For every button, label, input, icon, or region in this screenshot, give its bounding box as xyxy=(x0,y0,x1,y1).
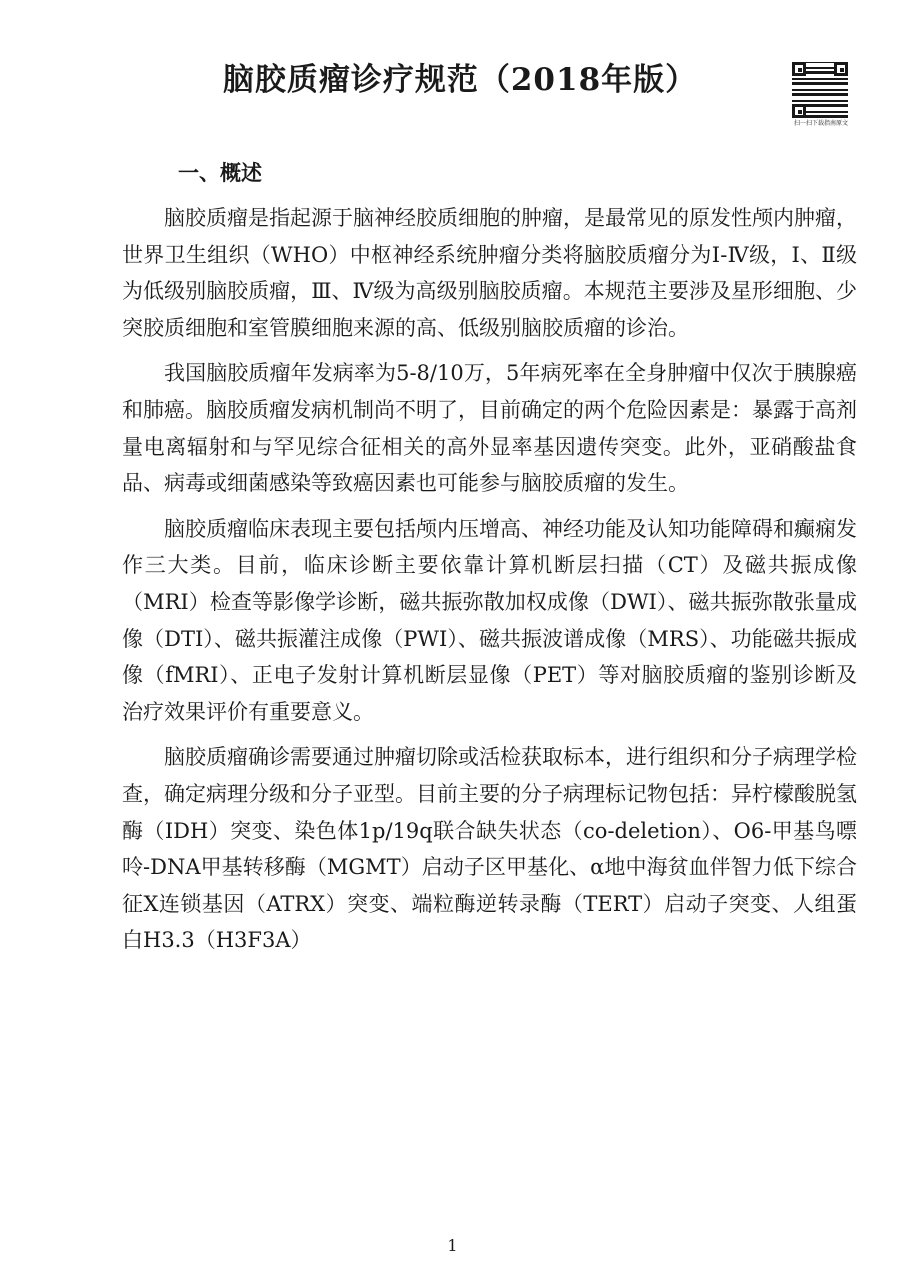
body-text xyxy=(122,200,857,968)
page-number: 1 xyxy=(447,1236,458,1255)
qr-caption: 扫一扫下载指南原文 xyxy=(793,120,848,127)
section-heading: 一、概述 xyxy=(178,160,262,185)
paragraph-2: 我国脑胶质瘤年发病率为5-8/10万，5年病死率在全身肿瘤中仅次于胰腺癌和肺癌。脑胶质瘤发病机制尚不明了，目前确定的两个危险因素是：暴露于高剂量电离辐射和与罕见综合征相关的高外显率基因遗传突变。此外，亚硝酸盐食品、病毒或细菌感染等致癌因素也可能参与脑胶质瘤的发生。 xyxy=(122,361,857,496)
document-title: 脑胶质瘤诊疗规范（2018年版） xyxy=(222,62,698,98)
paragraph-1: 脑胶质瘤是指起源于脑神经胶质细胞的肿瘤，是最常见的原发性颅内肿瘤，世界卫生组织（WHO）中枢神经系统肿瘤分类将脑胶质瘤分为Ⅰ-Ⅳ级，Ⅰ、Ⅱ级为低级别脑胶质瘤，Ⅲ、Ⅳ级为高级别脑胶质瘤。本规范主要涉及星形细胞、少突胶质细胞和室管膜细胞来源的高、低级别脑胶质瘤的诊治。 xyxy=(122,206,857,340)
qr-finder-pattern xyxy=(792,104,806,118)
paragraph-3: 脑胶质瘤临床表现主要包括颅内压增高、神经功能及认知功能障碍和癫痫发作三大类。目前，临床诊断主要依靠计算机断层扫描（CT）及磁共振成像（MRI）检查等影像学诊断，磁共振弥散加权成像（DWI）、磁共振弥散张量成像（DTI）、磁共振灌注成像（PWI）、磁共振波谱成像（MRS）、功能磁共振成像（fMRI）、正电子发射计算机断层显像（PET）等对脑胶质瘤的鉴别诊断及治疗效果评价有重要意义。 xyxy=(122,516,857,724)
qr-finder-pattern xyxy=(792,62,806,76)
qr-finder-pattern xyxy=(834,62,848,76)
paragraph-4: 脑胶质瘤确诊需要通过肿瘤切除或活检获取标本，进行组织和分子病理学检查，确定病理分级和分子亚型。目前主要的分子病理标记物包括：异柠檬酸脱氢酶（IDH）突变、染色体1p/19q联合缺失状态（co-deletion）、O6-甲基鸟嘌呤-DNA甲基转移酶（MGMT）启动子区甲基化、α地中海贫血伴智力低下综合征X连锁基因（ATRX）突变、端粒酶逆转录酶（TERT）启动子突变、人组蛋白H3.3（H3F3A） xyxy=(122,745,857,953)
qr-code-icon[interactable] xyxy=(792,62,848,118)
